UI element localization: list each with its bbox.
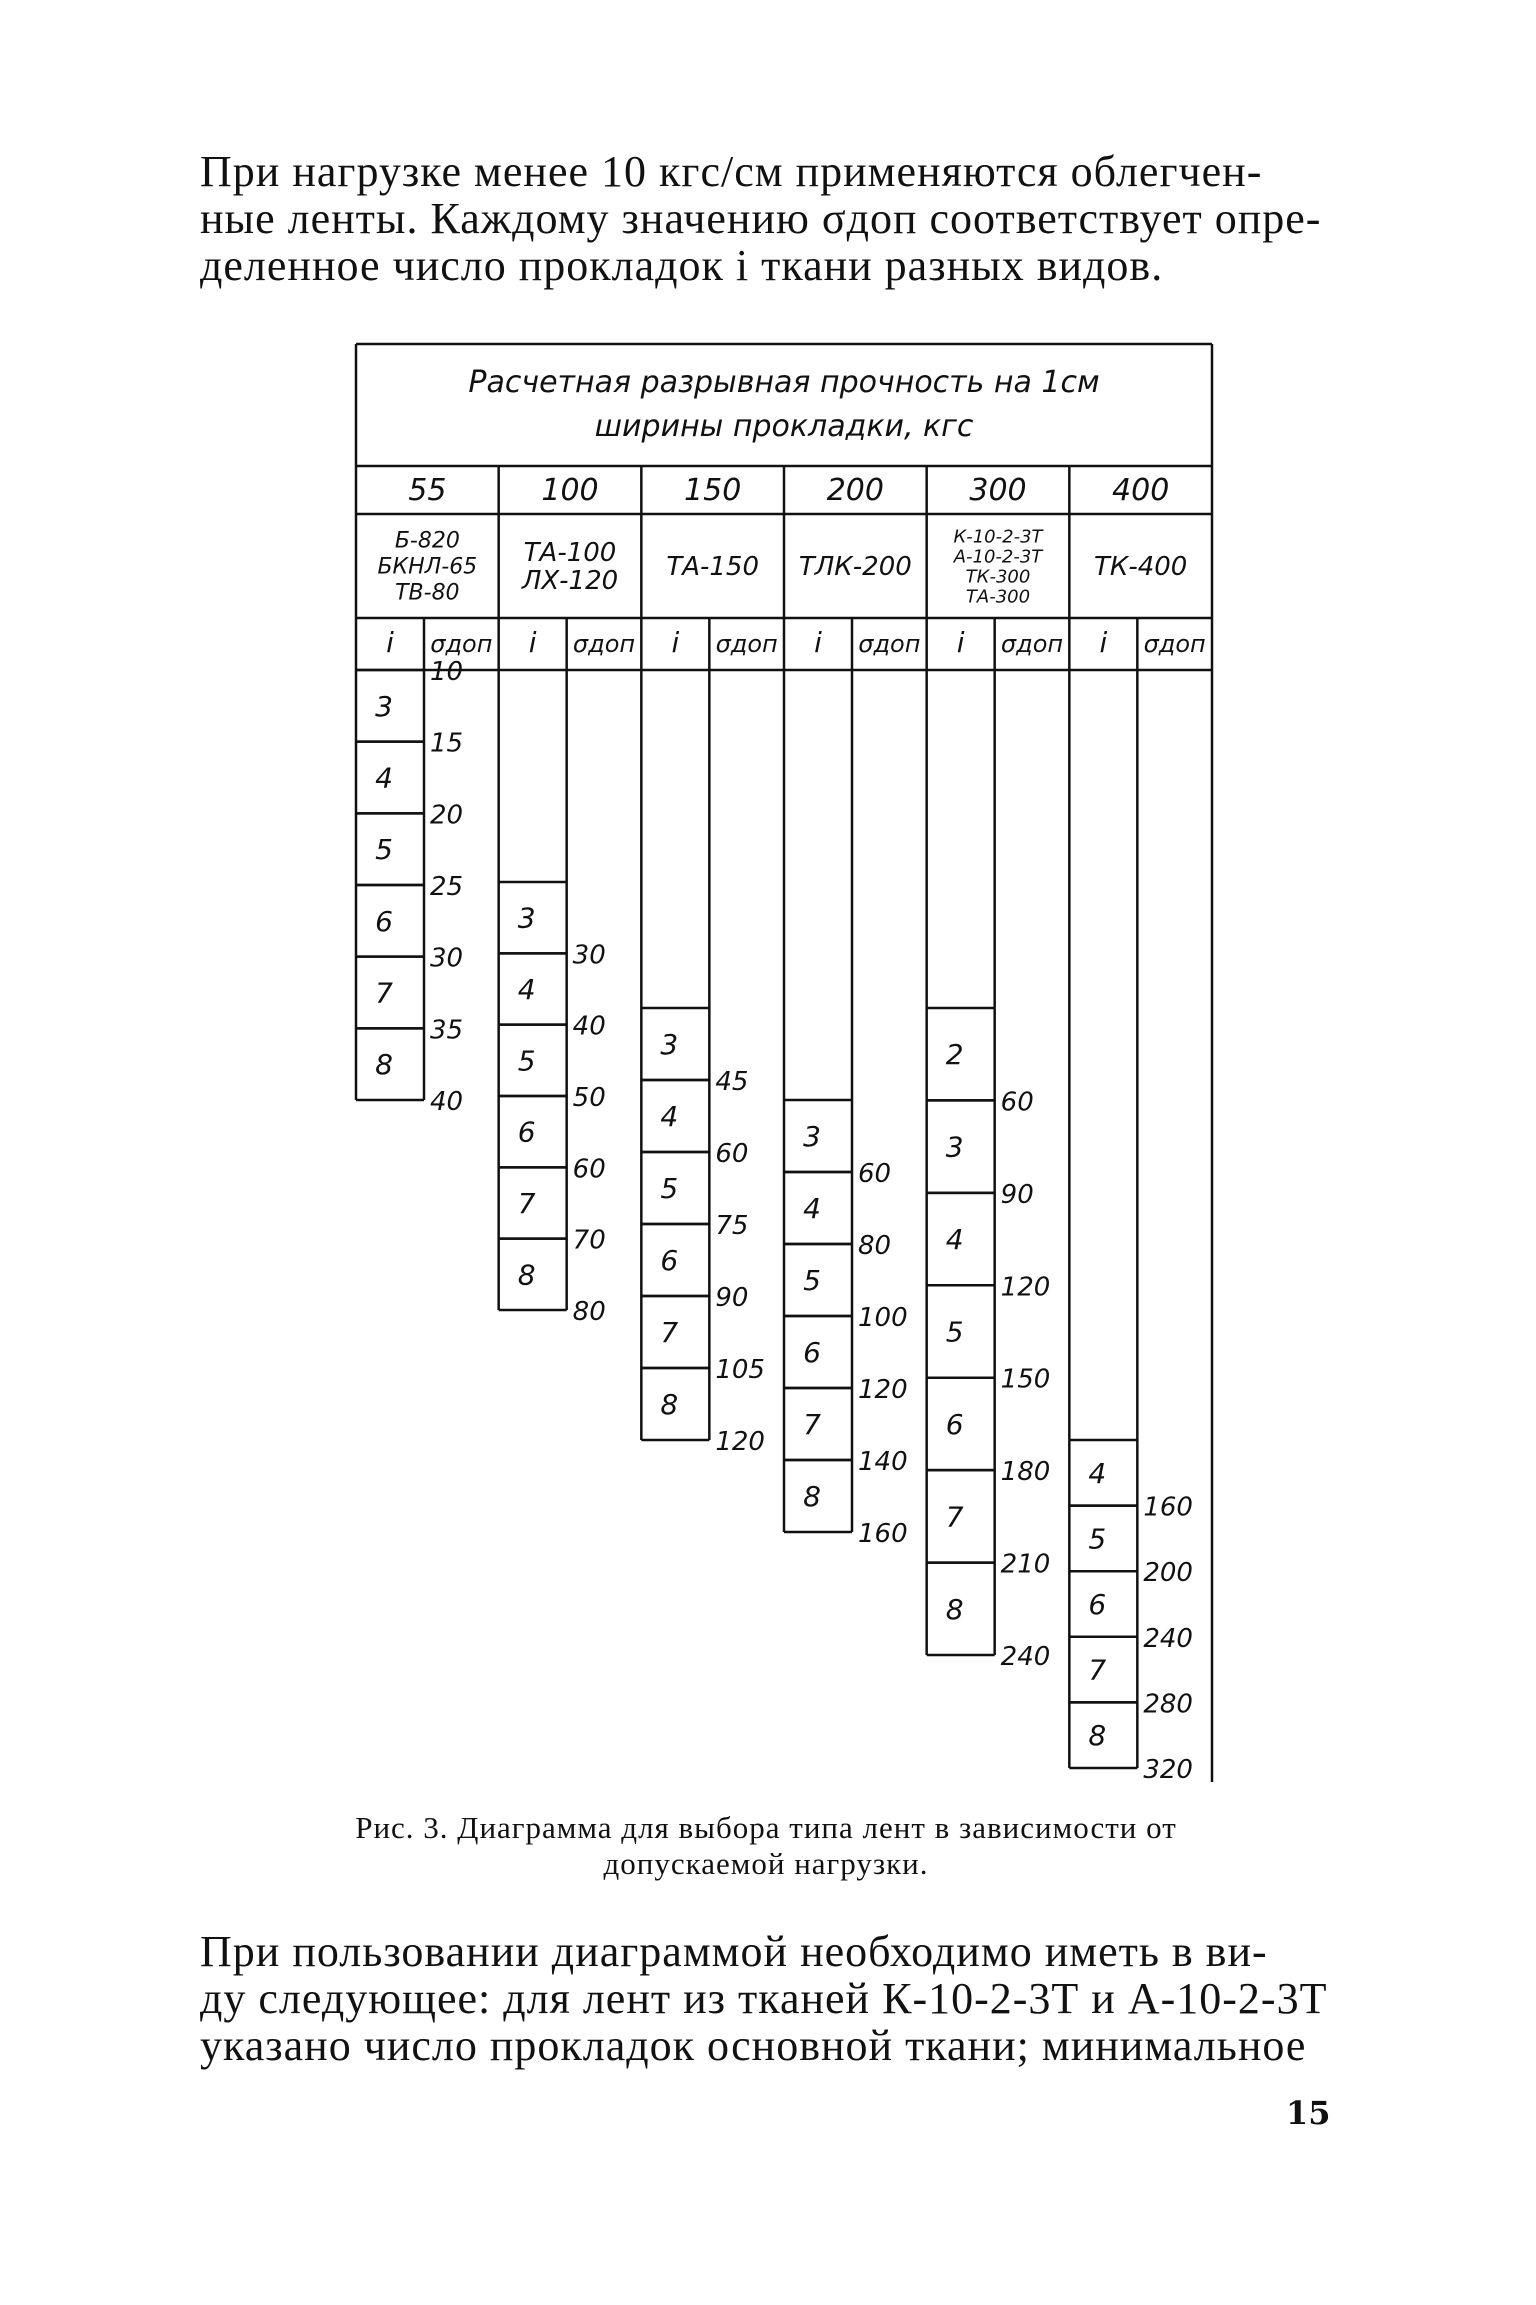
fabric-name: ТК-300	[965, 566, 1031, 588]
sigma-label-240: 240	[1143, 1623, 1193, 1654]
sigma-label-30: 30	[430, 943, 464, 974]
ply-count-3: 3	[517, 901, 536, 935]
sigma-label-120: 120	[858, 1375, 908, 1405]
following-line-3: указано число прокладок основной ткани; минимальное	[200, 2021, 1307, 2070]
page-number: 15	[1286, 2094, 1331, 2132]
ply-count-6: 6	[1088, 1588, 1107, 1621]
ply-count-2: 2	[945, 1038, 964, 1072]
chart-title-line-2: ширины прокладки, кгс	[594, 409, 974, 444]
ply-count-4: 4	[375, 761, 393, 795]
ply-count-5: 5	[803, 1264, 821, 1297]
ply-count-5: 5	[517, 1044, 536, 1078]
ply-count-8: 8	[1088, 1719, 1107, 1753]
sigma-label-75: 75	[715, 1211, 749, 1241]
intro-line-2: ные ленты. Каждому значению σдоп соответствует опре-	[200, 194, 1322, 243]
ply-count-7: 7	[945, 1500, 964, 1534]
sigma-label-20: 20	[430, 800, 464, 831]
ply-count-6: 6	[375, 904, 393, 938]
sigma-label-45: 45	[715, 1067, 749, 1097]
ply-count-8: 8	[945, 1592, 964, 1626]
subheader-i: i	[1099, 626, 1108, 659]
sigma-label-15: 15	[430, 728, 464, 759]
ply-count-4: 4	[660, 1100, 679, 1133]
sigma-label-60: 60	[715, 1139, 749, 1169]
sigma-label-160: 160	[1143, 1492, 1193, 1523]
sigma-label-40: 40	[572, 1011, 606, 1042]
sigma-label-150: 150	[1000, 1364, 1051, 1395]
ply-count-8: 8	[517, 1258, 536, 1292]
following-paragraph	[200, 1928, 1330, 2069]
ply-count-6: 6	[517, 1115, 536, 1149]
sigma-label-35: 35	[430, 1015, 464, 1046]
strength-value-400: 400	[1112, 473, 1170, 508]
ply-count-4: 4	[1088, 1456, 1107, 1490]
sigma-label-105: 105	[715, 1355, 765, 1385]
subheader-i: i	[386, 626, 394, 659]
fabric-name: К-10-2-3Т	[953, 526, 1043, 548]
ply-count-5: 5	[945, 1315, 964, 1349]
following-line-1: При пользовании диаграммой необходимо иметь в ви-	[200, 1927, 1268, 1976]
sigma-label-30: 30	[572, 940, 606, 971]
ply-count-7: 7	[1088, 1653, 1107, 1687]
subheader-sigma: σдоп	[715, 630, 778, 658]
sigma-label-120: 120	[715, 1427, 765, 1457]
fabric-name: ТВ-80	[395, 580, 460, 606]
subheader-sigma: σдоп	[1143, 630, 1206, 658]
ply-count-8: 8	[803, 1480, 821, 1513]
ply-count-7: 7	[375, 976, 393, 1010]
strength-value-200: 200	[826, 473, 884, 508]
subheader-i: i	[671, 626, 680, 659]
caption-line-2: допускаемой нагрузки.	[603, 1846, 929, 1881]
sigma-label-60: 60	[572, 1154, 606, 1185]
fabric-name: ЛХ-120	[521, 566, 619, 597]
sigma-label-90: 90	[715, 1283, 749, 1313]
ply-count-5: 5	[660, 1172, 679, 1205]
sigma-label-10: 10	[430, 657, 464, 687]
sigma-label-160: 160	[858, 1519, 908, 1549]
sigma-label-25: 25	[430, 872, 464, 902]
subheader-i: i	[956, 626, 965, 659]
subheader-i: i	[814, 626, 822, 659]
subheader-sigma: σдоп	[1000, 630, 1064, 658]
sigma-label-80: 80	[858, 1231, 892, 1261]
ply-count-3: 3	[375, 689, 393, 723]
ply-count-3: 3	[945, 1130, 964, 1164]
subheader-sigma: σдоп	[572, 630, 636, 658]
ply-count-5: 5	[1088, 1522, 1107, 1556]
following-line-2: ду следующее: для лент из тканей К-10-2-3Т и А-10-2-3Т	[200, 1974, 1328, 2023]
sigma-label-80: 80	[572, 1297, 606, 1327]
sigma-label-140: 140	[858, 1447, 908, 1477]
sigma-label-210: 210	[1000, 1549, 1051, 1580]
ply-count-6: 6	[945, 1407, 964, 1441]
subheader-sigma: σдоп	[858, 630, 921, 658]
ply-count-4: 4	[803, 1192, 821, 1225]
sigma-label-40: 40	[430, 1087, 464, 1117]
sigma-label-70: 70	[572, 1225, 606, 1256]
ply-count-8: 8	[375, 1048, 393, 1082]
strength-value-300: 300	[969, 473, 1027, 508]
sigma-label-280: 280	[1143, 1689, 1193, 1720]
fabric-name: ТК-400	[1093, 552, 1188, 583]
ply-count-8: 8	[660, 1388, 679, 1421]
ply-count-3: 3	[660, 1028, 679, 1061]
fabric-name: Б-820	[394, 528, 460, 554]
ply-count-4: 4	[517, 973, 536, 1006]
ply-count-7: 7	[660, 1316, 679, 1349]
fabric-name: БКНЛ-65	[377, 554, 478, 580]
figure-caption	[236, 1810, 1296, 1882]
sigma-label-320: 320	[1143, 1755, 1193, 1785]
ply-count-6: 6	[660, 1244, 679, 1277]
strength-value-100: 100	[541, 473, 599, 508]
fabric-name: А-10-2-3Т	[953, 546, 1043, 568]
intro-line-1: При нагрузке менее 10 кгс/см применяются облегчен-	[200, 147, 1263, 196]
strength-value-150: 150	[684, 473, 742, 508]
sigma-label-60: 60	[858, 1159, 892, 1189]
ply-count-7: 7	[803, 1408, 821, 1441]
fabric-name: ТА-150	[666, 552, 760, 583]
chart-title-line-1: Расчетная разрывная прочность на 1см	[468, 365, 1100, 400]
fabric-name: ТА-300	[965, 586, 1031, 608]
sigma-label-50: 50	[572, 1083, 606, 1113]
subheader-sigma: σдоп	[430, 630, 493, 658]
ply-count-7: 7	[517, 1187, 536, 1220]
caption-line-1: Рис. 3. Диаграмма для выбора типа лент в зависимости от	[355, 1810, 1177, 1845]
sigma-label-180: 180	[1000, 1457, 1051, 1488]
sigma-label-120: 120	[1000, 1272, 1051, 1303]
fabric-name: ТЛК-200	[798, 552, 912, 583]
sigma-label-100: 100	[858, 1303, 908, 1333]
fabric-name: ТА-100	[523, 538, 617, 569]
intro-line-3: деленное число прокладок i ткани разных видов.	[200, 241, 1164, 290]
ply-count-6: 6	[803, 1336, 821, 1369]
sigma-label-200: 200	[1143, 1558, 1193, 1589]
ply-count-5: 5	[375, 833, 393, 867]
strength-value-55: 55	[408, 473, 447, 508]
sigma-label-240: 240	[1000, 1642, 1051, 1672]
sigma-label-60: 60	[1000, 1087, 1034, 1118]
ply-count-4: 4	[945, 1223, 964, 1257]
subheader-i: i	[528, 626, 537, 659]
ply-count-3: 3	[803, 1120, 821, 1153]
sigma-label-90: 90	[1000, 1179, 1034, 1210]
